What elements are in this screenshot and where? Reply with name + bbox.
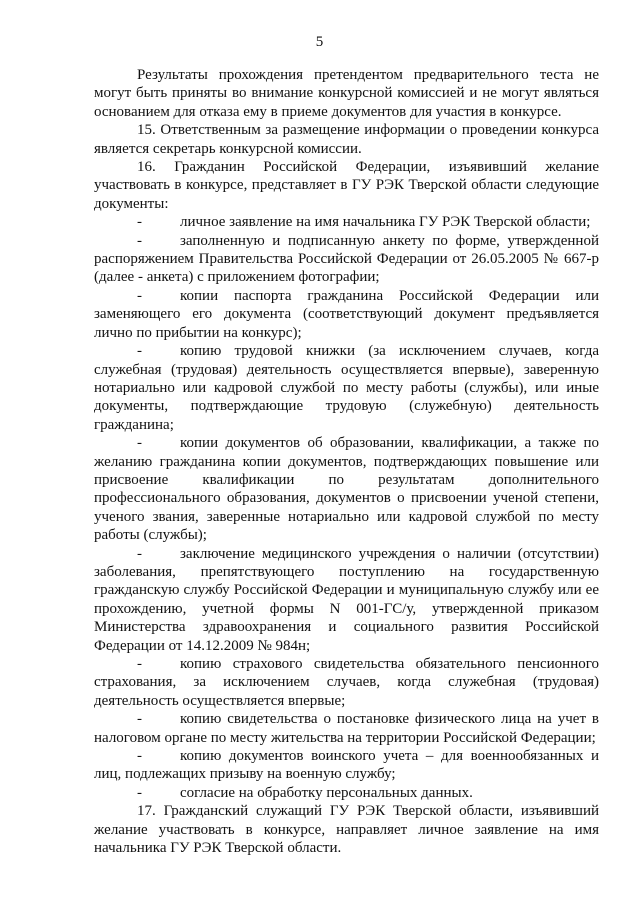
list-dash: - [137,748,142,765]
list-dash: - [137,656,142,672]
list-item: - заключение медицинского учреждения о наличии (отсутствии) заболевания, препятствующего поступлению на государственную гражданскую службу Российской Федерации и муниципальную службу или ее прохождению, учетной формы N 001-ГС/у, утвержденной приказом Министерства здравоохранения и социального развития Российской Федерации от 14.12.2009 № 984н; [94,545,599,654]
list-dash: - [137,214,142,231]
list-item: - личное заявление на имя начальника ГУ РЭК Тверской области; [94,213,599,231]
list-dash: - [137,343,142,360]
document-body [94,66,599,857]
paragraph-test-results: Результаты прохождения претендентом предварительного теста не могут быть приняты во внимание конкурсной комиссией и не могут являться основанием для отказа ему в приеме документов для участия в конкурсе. [94,67,599,120]
list-item: - согласие на обработку персональных данных. [94,784,599,802]
list-dash: - [137,287,142,304]
paragraph-17: 17. Гражданский служащий ГУ РЭК Тверской области, изъявивший желание участвовать в конкурсе, направляет личное заявление на имя начальника ГУ РЭК Тверской области. [94,803,599,857]
paragraph-16: 16. Гражданин Российской Федерации, изъявивший желание участвовать в конкурсе, представляет в ГУ РЭК Тверской области следующие документы: [94,159,599,212]
documents-list [94,213,599,802]
paragraph-15: 15. Ответственным за размещение информации о проведении конкурса является секретарь конкурсной комиссии. [94,122,599,157]
list-item: - копии паспорта гражданина Российской Федерации или заменяющего его документа (соответствующий документ предъявляется лично по прибытии на конкурс); [94,287,599,341]
page-number: 5 [315,34,324,50]
list-dash: - [137,784,142,801]
list-item: - копию свидетельства о постановке физического лица на учет в налоговом органе по месту жительства на территории Российской Федерации; [94,711,599,746]
list-dash: - [137,545,142,562]
list-dash: - [137,711,142,728]
list-item: - копии документов об образовании, квалификации, а также по желанию гражданина копии документов, подтверждающих повышение или присвоение квалификации по результатам дополнительного профессионального образования, документов о присвоении ученой степени, ученого звания, заверенные нотариально или кадровой службой по месту работы (службы); [94,435,599,544]
list-item: - копию страхового свидетельства обязательного пенсионного страхования, за исключением случаев, когда служебная (трудовая) деятельность осуществляется впервые; [94,656,599,709]
list-item: - заполненную и подписанную анкету по форме, утвержденной распоряжением Правительства Российской Федерации от 26.05.2005 № 667-р (далее - анкета) с приложением фотографии; [94,232,599,286]
list-item: - копию трудовой книжки (за исключением случаев, когда служебная (трудовая) деятельность осуществляется впервые), заверенную нотариально или кадровой службой по месту работы (службы), или иные документы, подтверждающие трудовую (служебную) деятельность гражданина; [94,343,599,433]
list-dash: - [137,232,142,249]
list-item: - копию документов воинского учета – для военнообязанных и лиц, подлежащих призыву на военную службу; [94,748,599,783]
list-dash: - [137,435,142,452]
